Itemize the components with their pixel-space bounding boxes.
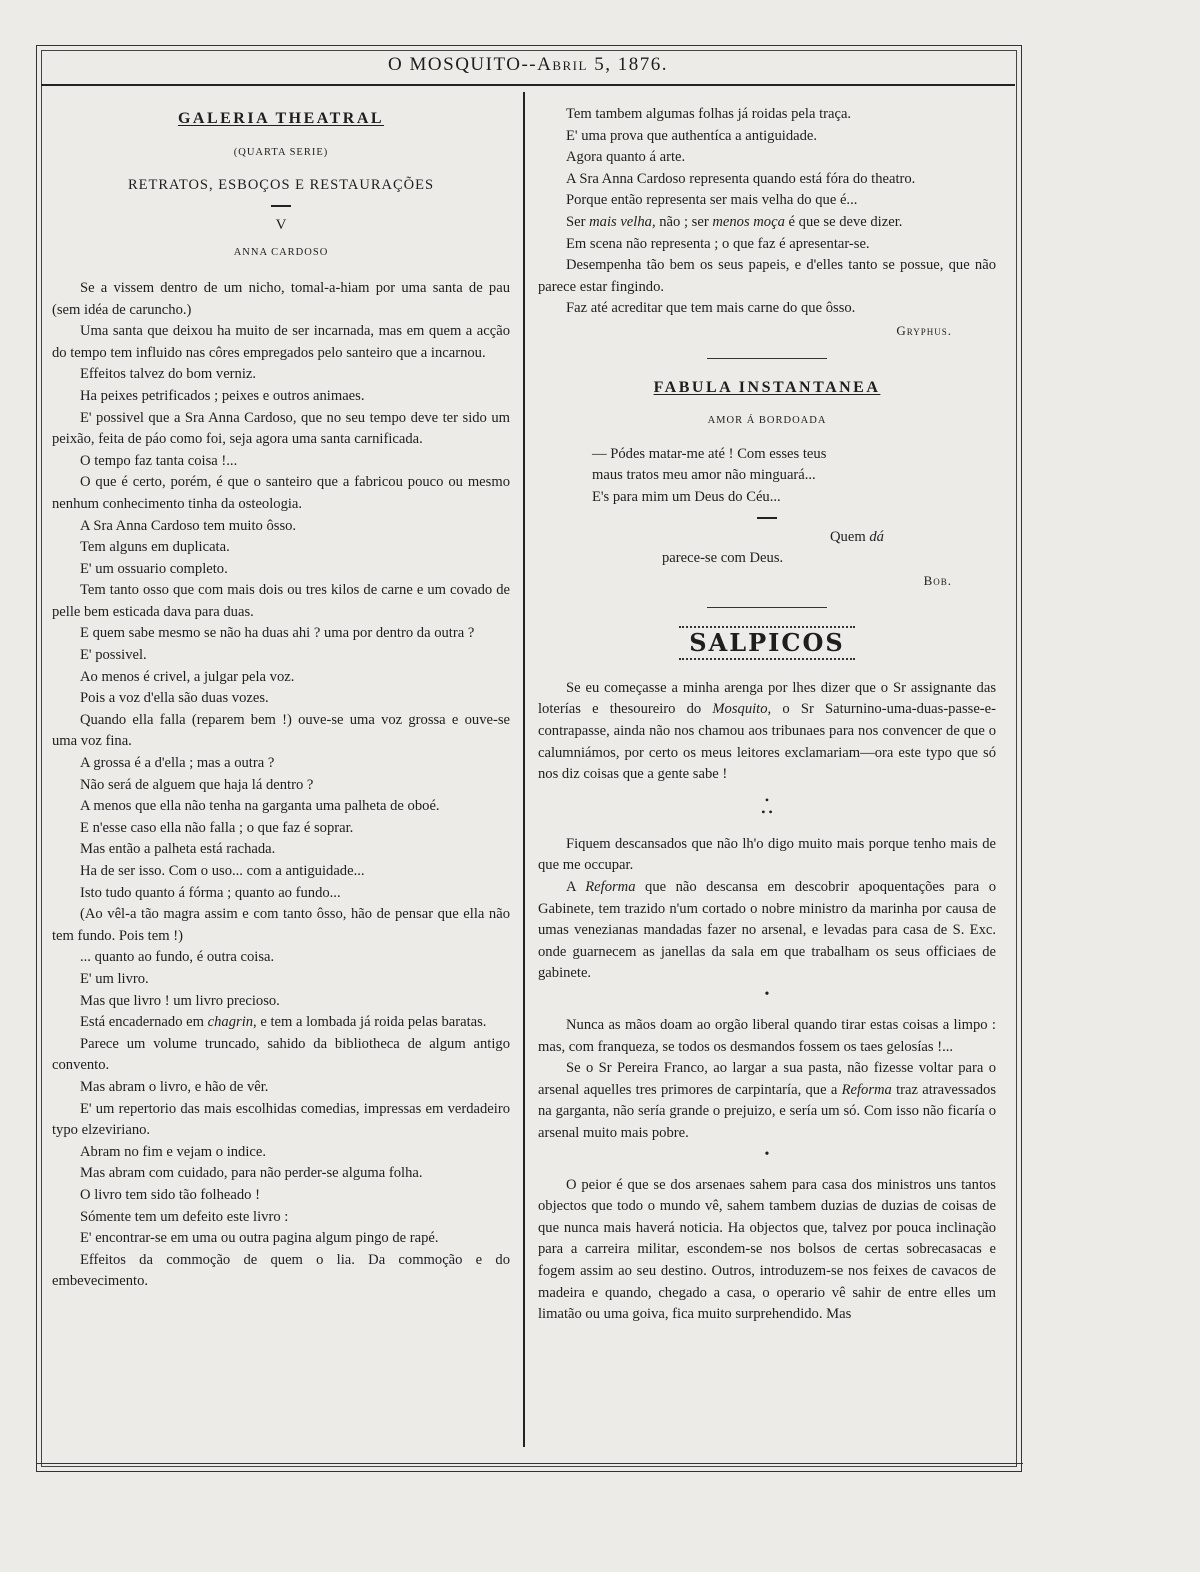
issue-date: 5, 1876.	[594, 54, 668, 75]
paragraph: Parece um volume truncado, sahido da bibliotheca de algum antigo convento.	[52, 1035, 510, 1074]
paragraph: Se eu começasse a minha arenga por lhes dizer que o Sr assignante das loterías e thesoureiro do Mosquito, o Sr Saturnino-uma-duas-passe-e-contrapasse, ainda não nos chamou aos tribunaes para nos convencer de que o calumniámos, por certo os meus leitores exclamariam—ora este typo que só nos diz coisas que a gente sabe !	[538, 679, 996, 783]
section-subtitle: RETRATOS, ESBOÇOS E RESTAURAÇÕES	[127, 177, 435, 194]
salpicos-title: SALPICOS	[538, 626, 996, 660]
paragraph: A Sra Anna Cardoso representa quando está fóra do theatro.	[566, 170, 916, 187]
paragraph: E' um livro.	[80, 970, 149, 987]
right-column	[538, 104, 996, 1326]
moral-line-2: parece-se com Deus.	[662, 550, 784, 567]
portrait-name: ANNA CARDOSO	[233, 247, 329, 259]
paragraph: E n'esse caso ella não falla ; o que faz é soprar.	[80, 819, 354, 836]
paragraph: Tem tanto osso que com mais dois ou tres kilos de carne e um covado de pelle bem esticada dava para duas.	[52, 582, 510, 620]
paragraph: Mas abram o livro, e hão de vêr.	[80, 1078, 269, 1095]
paragraph: Em scena não representa ; o que faz é apresentar-se.	[566, 235, 870, 252]
paragraph: Uma santa que deixou ha muito de ser incarnada, mas em quem a acção do tempo tem influido nas côres empregados pelo santeiro que a incarnou.	[52, 323, 510, 361]
signature-gryphus: Gryphus.	[896, 322, 952, 338]
paragraph: Quando ella falla (reparem bem !) ouve-se uma voz grossa e ouve-se uma voz fina.	[52, 711, 510, 750]
paragraph: Agora quanto á arte.	[566, 149, 686, 166]
paragraph: Mas abram com cuidado, para não perder-se alguma folha.	[80, 1165, 423, 1182]
verse-line: maus tratos meu amor não minguará...	[592, 467, 816, 484]
paragraph: Se a vissem dentro de um nicho, tomal-a-hiam por uma santa de pau (sem idéa de caruncho.)	[52, 279, 510, 318]
chapter-number: V	[275, 216, 287, 233]
paragraph: E' um repertorio das mais escolhidas comedias, impressas em verdadeiro typo elzeviriano.	[52, 1100, 510, 1139]
verse-line: — Pódes matar-me até ! Com esses teus	[592, 445, 827, 462]
paragraph: Sómente tem um defeito este livro :	[80, 1208, 289, 1225]
paragraph: Effeitos da commoção de quem o lia. Da commoção e do embevecimento.	[52, 1251, 510, 1290]
dot-divider: •	[764, 1146, 770, 1162]
paragraph: E' encontrar-se em uma ou outra pagina algum pingo de rapé.	[80, 1230, 439, 1247]
paragraph: O que é certo, porém, é que o santeiro que a fabricou pouco ou mesmo nenhum conhecimento tinha da osteologia.	[52, 474, 510, 512]
left-column	[52, 104, 510, 1293]
fabula-subtitle: AMOR Á BORDOADA	[707, 415, 827, 427]
paragraph: ... quanto ao fundo, é outra coisa.	[80, 949, 275, 966]
masthead	[41, 54, 1015, 86]
fabula-title: FABULA INSTANTANEA	[653, 378, 881, 396]
paragraph: Effeitos talvez do bom verniz.	[80, 366, 257, 383]
asterism-divider: • • •	[761, 792, 773, 819]
paragraph: Pois a voz d'ella são duas vozes.	[80, 690, 269, 707]
paragraph: Nunca as mãos doam ao orgão liberal quando tirar estas coisas a limpo : mas, com franqueza, se todos os desmandos fossem os taes gelosías !...	[538, 1017, 996, 1055]
paragraph: A Sra Anna Cardoso tem muito ôsso.	[80, 517, 297, 534]
section-rule	[707, 358, 827, 359]
column-divider	[523, 92, 525, 1447]
paragraph: Abram no fim e vejam o indice.	[80, 1143, 267, 1160]
section-rule	[707, 607, 827, 608]
paragraph: Fiquem descansados que não lh'o digo muito mais porque tenho mais de que me occupar.	[538, 835, 996, 874]
dot-divider: •	[764, 987, 770, 1002]
paragraph: (Ao vêl-a tão magra assim e com tanto ôsso, hão de pensar que ella não tem fundo. Pois tem !)	[52, 906, 510, 944]
paragraph: Tem alguns em duplicata.	[80, 539, 230, 556]
paragraph: Mas então a palheta está rachada.	[80, 841, 276, 858]
paragraph-age: Ser mais velha, não ; ser menos moça é que se deve dizer.	[566, 213, 903, 230]
series-label: (QUARTA SERIE)	[233, 146, 329, 158]
bottom-rule	[36, 1463, 1023, 1464]
issue-month: Abril	[537, 54, 588, 75]
italic-word: chagrin	[207, 1014, 254, 1031]
paragraph: Ha peixes petrificados ; peixes e outros animaes.	[80, 387, 365, 404]
paragraph: Mas que livro ! um livro precioso.	[80, 992, 280, 1009]
paragraph: E' um ossuario completo.	[80, 560, 228, 577]
paragraph-bound: Está encadernado em chagrin, e tem a lombada já roida pelas baratas.	[80, 1014, 487, 1031]
galeria-title: GALERIA THEATRAL	[177, 110, 385, 127]
paragraph: Não será de alguem que haja lá dentro ?	[80, 776, 314, 793]
signature-bob: Bob.	[923, 572, 952, 588]
paragraph: Ha de ser isso. Com o uso... com a antiguidade...	[80, 863, 365, 879]
paragraph: E' possivel.	[80, 647, 147, 664]
paragraph: Tem tambem algumas folhas já roidas pela traça.	[566, 106, 852, 122]
paragraph: O tempo faz tanta coisa !...	[80, 452, 238, 469]
newspaper-name: O MOSQUITO--	[388, 54, 538, 75]
paragraph: E quem sabe mesmo se não ha duas ahi ? uma por dentro da outra ?	[80, 625, 475, 642]
paragraph: O livro tem sido tão folheado !	[80, 1186, 260, 1203]
paragraph: Ao menos é crivel, a julgar pela voz.	[80, 668, 295, 685]
paragraph: Isto tudo quanto á fórma ; quanto ao fundo...	[80, 884, 341, 901]
paragraph: A grossa é a d'ella ; mas a outra ?	[80, 755, 275, 772]
paragraph: E' uma prova que authentíca a antiguidade.	[566, 127, 818, 144]
fabula-verse	[538, 444, 996, 509]
paragraph: O peior é que se dos arsenaes sahem para casa dos ministros uns tantos objectos que todo o mundo vê, sahem tambem duzias de duzias de coisas de que nunca mais haverá noticia. Ha objectos que, talvez por pouca inclinação para a carreira militar, escondem-se nos bolsos de certas sobrecasacas e fogem assim ao seu destino. Outros, introduzem-se nos feixes de cavacos de madeira e quando, chegado a casa, o operario vê sahir de entre elles um limatão ou uma goiva, fica muito surprehendido. Mas	[538, 1176, 996, 1323]
paragraph: Se o Sr Pereira Franco, ao largar a sua pasta, não fizesse voltar para o arsenal aquelles tres primores de carpintaría, que a Reforma traz atravessados na garganta, não sería grande o prejuizo, e sería um só. Com isso não ficaría o arsenal muito mais pobre.	[538, 1060, 996, 1141]
paragraph: A menos que ella não tenha na garganta uma palheta de oboé.	[80, 798, 440, 815]
paragraph: A Reforma que não descansa em descobrir apoquentações para o Gabinete, tem trazido n'um cortado o nobre ministro da marinha por causa de umas venezianas mandadas fazer no arsenal, e levadas para casa de S. Exc. onde guarnecem as janellas da sala em que trabalham os seus officiaes de gabinete.	[538, 879, 996, 982]
moral-line-1: Quem dá	[830, 528, 884, 545]
paragraph: Desempenha tão bem os seus papeis, e d'elles tanto se possue, que não parece estar fingindo.	[538, 257, 996, 295]
dash-divider	[757, 517, 777, 519]
paragraph: Faz até acreditar que tem mais carne do que ôsso.	[566, 300, 856, 317]
paragraph: Porque então representa ser mais velha do que é...	[566, 192, 858, 209]
paragraph: E' possivel que a Sra Anna Cardoso, que no seu tempo deve ter sido um peixão, feita de páo como foi, seja agora uma santa carnificada.	[52, 409, 510, 448]
verse-line: E's para mim um Deus do Céu...	[592, 488, 781, 505]
dash-divider	[271, 205, 291, 207]
